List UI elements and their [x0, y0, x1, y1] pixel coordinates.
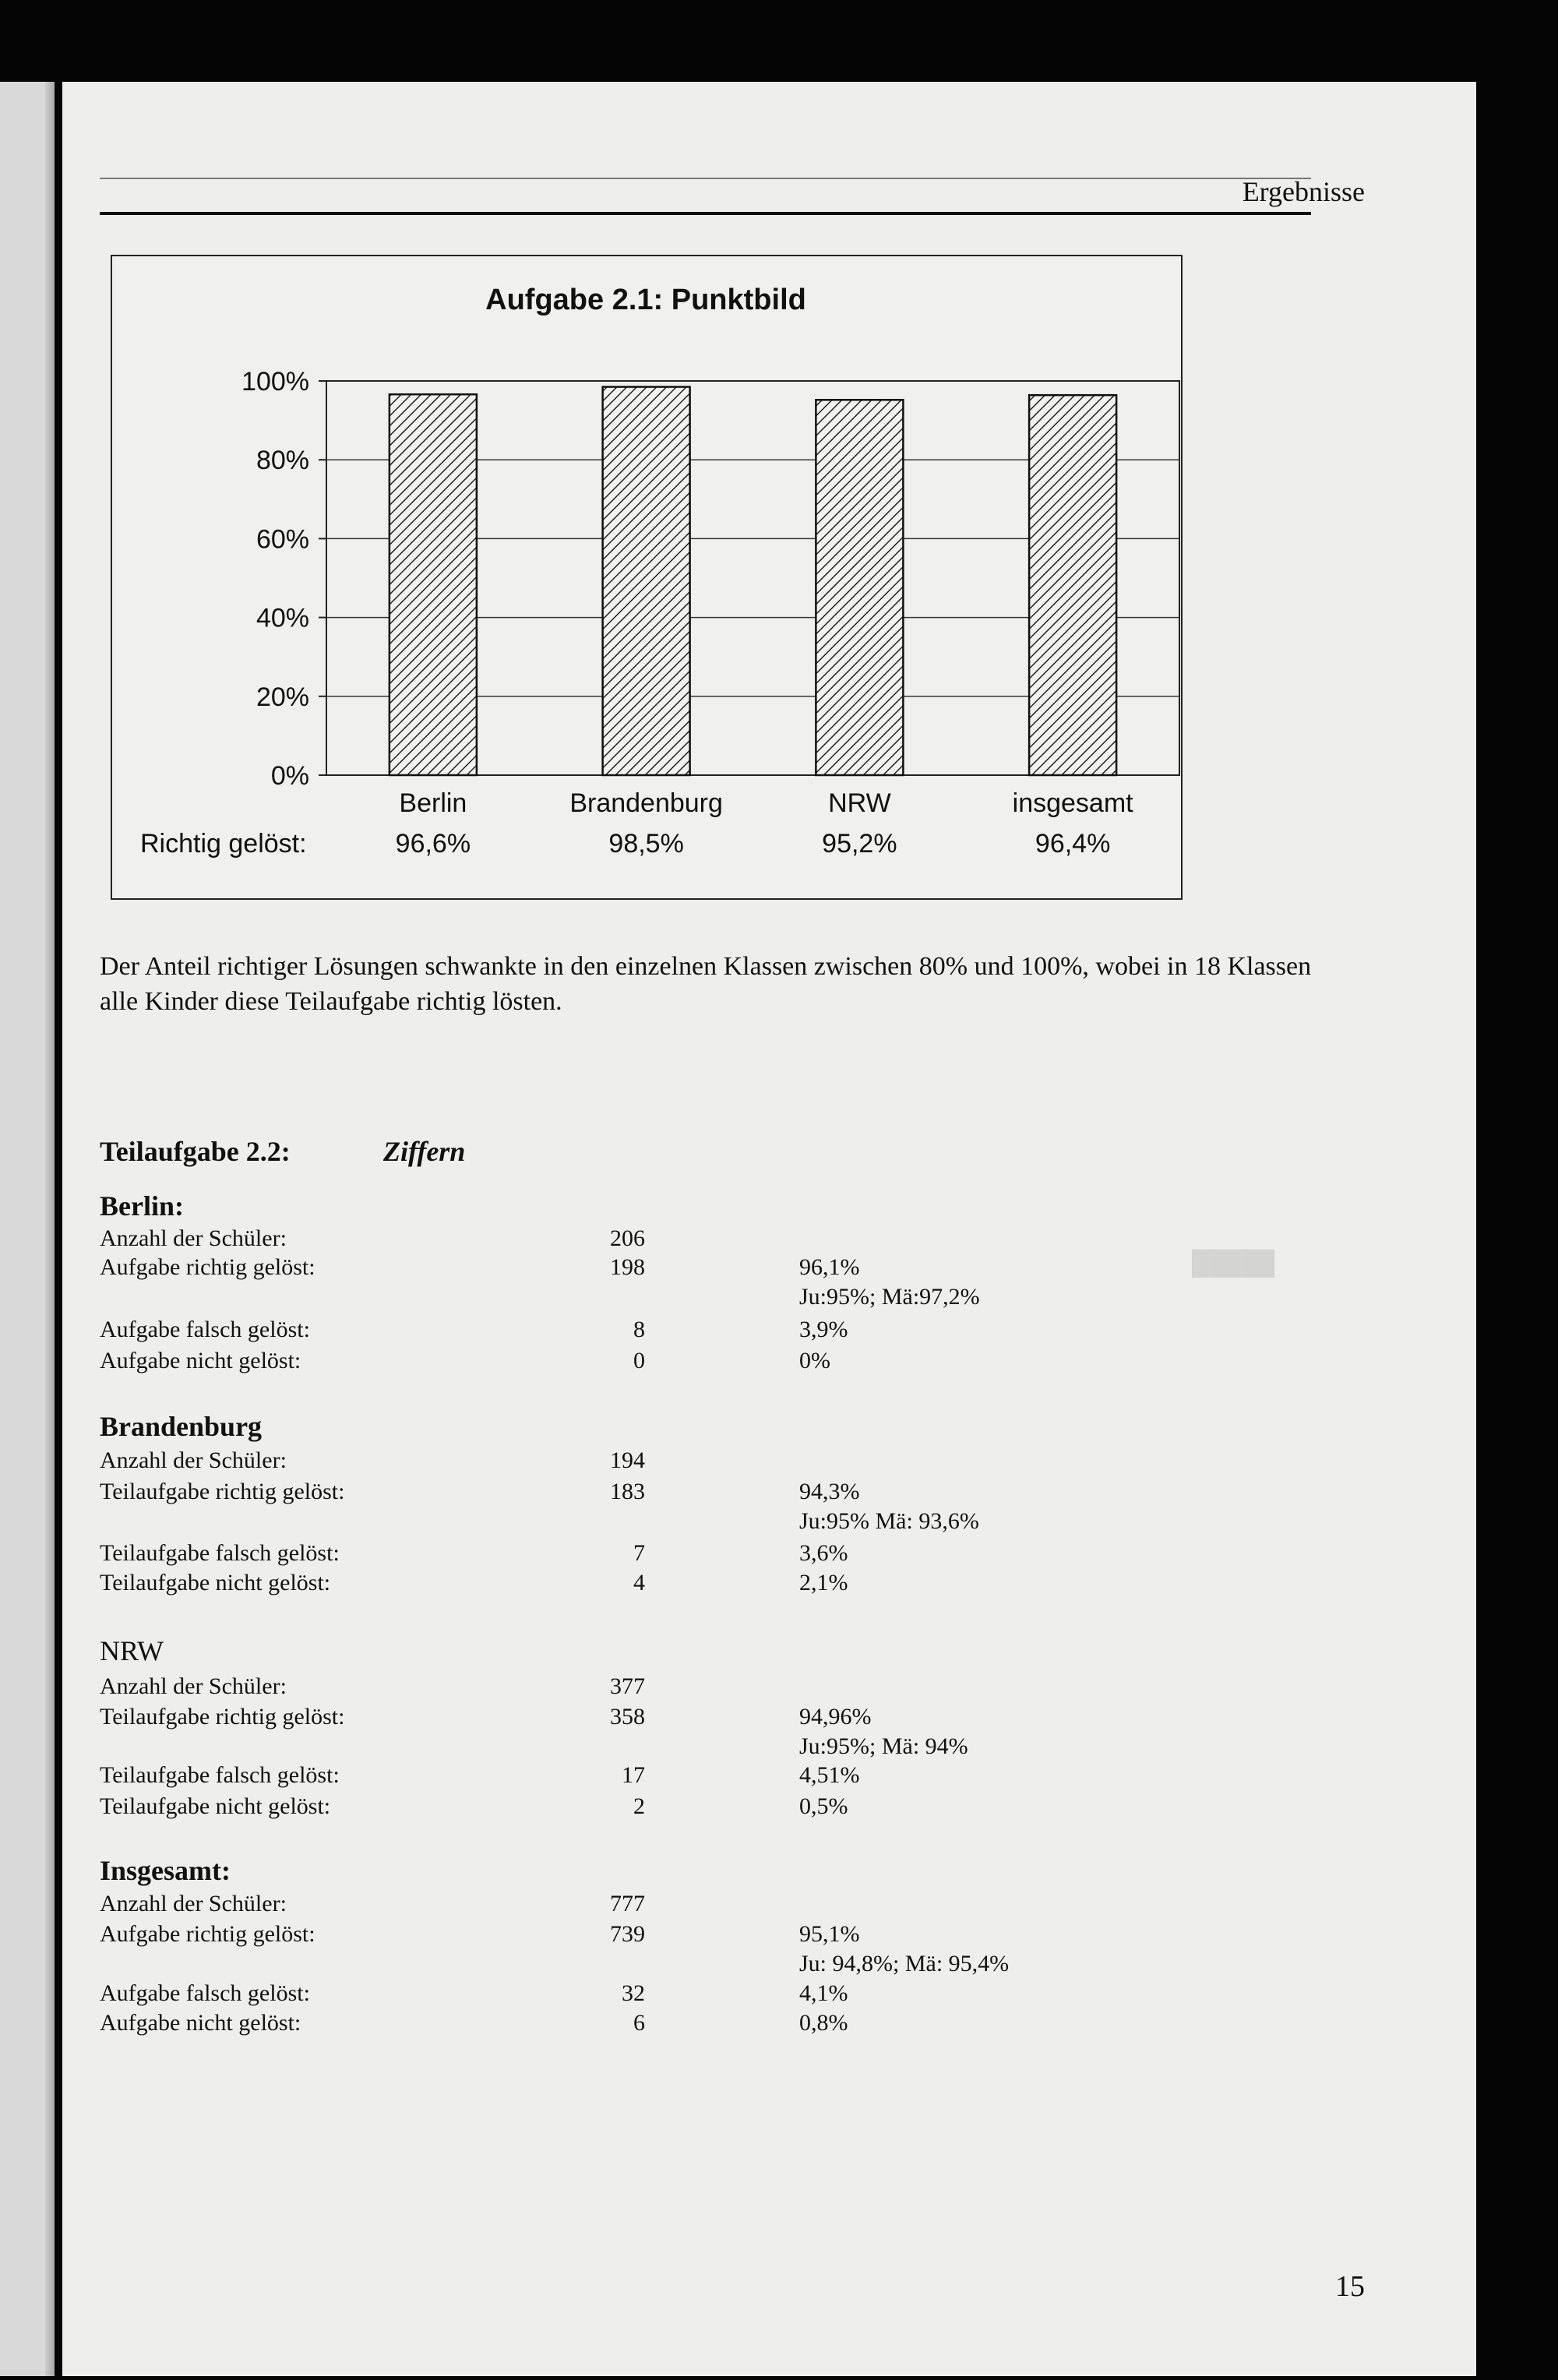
- y-axis-ticks: [241, 367, 326, 791]
- bar-nrw: [816, 400, 903, 775]
- result-paragraph: Der Anteil richtiger Lösungen schwankte in den einzelnen Klassen zwischen 80% und 100%, wobei in 18 Klassen alle Kinder diese Teilaufgabe richtig lösten.: [100, 952, 1312, 1016]
- section-title-insgesamt: Insgesamt:: [100, 1855, 231, 1886]
- y-tick-label: 80%: [256, 446, 309, 476]
- bleed-through-decoration: █████: [1192, 1250, 1275, 1276]
- value-label: 96,6%: [395, 829, 471, 859]
- page-number: 15: [1335, 2270, 1365, 2303]
- chart-frame: [111, 255, 1183, 900]
- row-label: Richtig gelöst:: [140, 829, 307, 859]
- x-tick-label: NRW: [828, 788, 891, 818]
- header-rule-thin: [100, 178, 1311, 179]
- y-tick-label: 60%: [256, 524, 309, 555]
- document-page: █████ Ergebnisse Aufgabe 2.1: Punktbild 0% 20% 40% 60% 80% 100% Berlin Brandenburg NRW insgesamt Richtig gelöst: 96,6% 98,5% 95,2% 96,4% Der Anteil richtiger Lösungen schwankte in den einzelnen Klassen zwischen 80% und 100%, wobei in 18 Klassen alle Kinder diese Teilaufgabe richtig lösten. Teilaufgabe 2.2: Ziffern Berlin: Anzahl der Schüler: 206 Aufgabe richtig gelöst: 198 96,1% Ju:95%; Mä:97,2% Aufgabe falsch gelöst: 8 3,9% Aufgabe nicht gelöst: 0 0% Brandenburg Anzahl der Schüler: 194 Teilaufgabe richtig gelöst: 183 94,3% Ju:95% Mä: 93,6% Teilaufgabe falsch gelöst: 7 3,6% Teilaufgabe nicht gelöst: 4 2,1% NRW Anzahl der Schüler: 377 Teilaufgabe richtig gelöst: 358 94,96% Ju:95%; Mä: 94% Teilaufgabe falsch gelöst: 17 4,51% Teilaufgabe nicht gelöst: 2 0,5% Insgesamt: Anzahl der Schüler: 777 Aufgabe richtig gelöst: 739 95,1% Ju: 94,8%; Mä: 95,4% Aufgabe falsch gelöst: 32 4,1% Aufgabe nicht gelöst: 6 0,8% 15: [62, 82, 1476, 2376]
- x-tick-label: Berlin: [399, 788, 467, 818]
- x-tick-label: insgesamt: [1012, 788, 1133, 818]
- header-rule: [100, 212, 1311, 215]
- bar-berlin: [390, 394, 477, 775]
- section-title-berlin: Berlin:: [100, 1190, 184, 1222]
- value-label: 96,4%: [1035, 829, 1111, 859]
- value-label: 95,2%: [822, 829, 897, 859]
- subtask-name: Ziffern: [383, 1136, 466, 1167]
- value-labels: [396, 829, 1111, 859]
- x-tick-label: Brandenburg: [569, 788, 723, 818]
- bars: [390, 387, 1116, 775]
- y-tick-label: 100%: [241, 367, 309, 397]
- y-tick-label: 20%: [256, 682, 309, 712]
- bar-insgesamt: [1029, 395, 1116, 775]
- y-tick-label: 0%: [270, 761, 309, 791]
- section-title-brandenburg: Brandenburg: [100, 1411, 263, 1442]
- running-header: Ergebnisse: [1242, 176, 1365, 207]
- subtask-label: Teilaufgabe 2.2:: [100, 1136, 291, 1167]
- y-tick-label: 40%: [256, 603, 309, 633]
- bar-chart: [112, 256, 1181, 898]
- chart-title: Aufgabe 2.1: Punktbild: [485, 284, 806, 316]
- adjacent-page-edge: [0, 82, 55, 2376]
- section-title-nrw: NRW: [100, 1635, 164, 1666]
- bar-brandenburg: [603, 387, 690, 775]
- value-label: 98,5%: [608, 829, 684, 859]
- x-axis-labels: [399, 788, 1133, 818]
